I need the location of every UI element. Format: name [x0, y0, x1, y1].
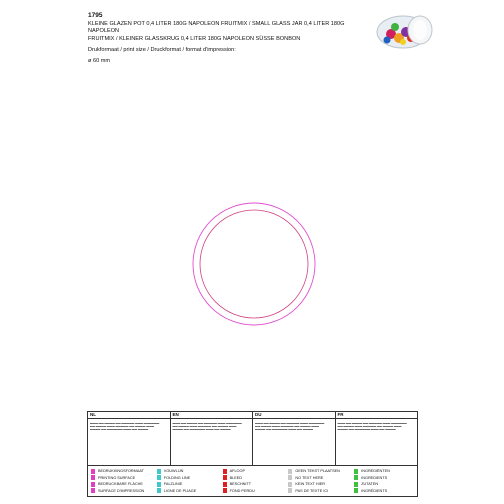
language-header-row: [88, 412, 417, 419]
instruction-text-fr: ▬▬▬ ▬▬ ▬▬▬▬ ▬▬ ▬▬▬▬▬ ▬▬▬ ▬▬▬▬▬▬ ▬▬ ▬▬▬▬ ▬▬▬ ▬▬▬▬▬ ▬▬ ▬▬▬▬ ▬▬▬ ▬▬▬▬ ▬▬ ▬▬▬▬▬▬ ▬▬▬ ▬▬ ▬▬▬▬: [337, 422, 407, 432]
legend-label: ZUTATEN: [361, 482, 379, 486]
ingredients-swatch: [354, 488, 358, 493]
print-area-circles: [190, 200, 318, 328]
product-title-line2: FRUITMIX / KLEINER GLASSKRUG 0,4 LITER 180G NAPOLEON SÜSSE BONBON: [88, 36, 301, 42]
legend-label: GEEN TEKST PLAATSEN: [295, 469, 340, 473]
print-surface-swatch: [91, 482, 95, 487]
legend-label: BESCHNITT: [229, 482, 252, 486]
bleed-swatch: [223, 469, 227, 474]
legend-label: NO TEXT HERE: [295, 475, 324, 480]
lang-fr: FR: [337, 412, 344, 417]
print-size-value: ø 60 mm: [88, 58, 111, 64]
glass-jar-photo: [373, 10, 435, 50]
bleed-circle: [200, 210, 308, 318]
print-surface-swatch: [91, 475, 95, 480]
product-code: 1795: [88, 12, 103, 19]
legend-ingredients: [351, 466, 417, 498]
folding-line-swatch: [157, 488, 161, 493]
no-text-swatch: [288, 488, 292, 493]
bleed-swatch: [223, 482, 227, 487]
folding-line-swatch: [157, 475, 161, 480]
legend-label: INGRÉDIENTS: [361, 488, 388, 493]
color-legend-row: [88, 466, 417, 498]
legend-label: FALZLINIE: [163, 482, 183, 486]
legend-label: AFLOOP: [229, 469, 245, 473]
ingredients-swatch: [354, 482, 358, 487]
no-text-swatch: [288, 482, 292, 487]
legend-print-surface: [88, 466, 154, 498]
legend-label: LIGNE DE PLIAGE: [163, 488, 197, 493]
product-title-line1: KLEINE GLAZEN POT 0,4 LITER 180G NAPOLEON FRUITMIX / SMALL GLASS JAR 0,4 LITER 180G NAPOLEON: [88, 21, 345, 34]
bleed-swatch: [223, 475, 227, 480]
ingredients-swatch: [354, 469, 358, 474]
legend-label: BLEED: [229, 475, 243, 480]
legend-label: INGREDIENTS: [361, 475, 388, 480]
legend-folding-line: [154, 466, 220, 498]
no-text-swatch: [288, 475, 292, 480]
legend-label: FOLDING LINE: [163, 475, 191, 480]
legend-label: BEDRUKKINGSFORMAAT: [98, 469, 144, 473]
document-header: [88, 12, 368, 65]
legend-no-text: [285, 466, 351, 498]
folding-line-swatch: [157, 469, 161, 474]
legend-label: BEDRUCKBARE FLÄCHE: [98, 482, 143, 486]
instruction-text-row: [88, 419, 417, 466]
legend-label: PAS DE TEXTE ICI: [295, 488, 329, 493]
instruction-text-nl: ▬▬▬ ▬▬ ▬▬▬▬ ▬▬ ▬▬▬▬▬ ▬▬▬ ▬▬▬▬▬▬ ▬▬ ▬▬▬▬ ▬▬▬ ▬▬▬▬▬ ▬▬ ▬▬▬▬ ▬▬▬ ▬▬▬▬ ▬▬ ▬▬▬▬▬▬ ▬▬▬ ▬▬ ▬▬▬▬: [88, 419, 171, 465]
lang-en: EN: [171, 412, 254, 418]
folding-line-swatch: [157, 482, 161, 487]
legend-table: [87, 411, 418, 497]
legend-label: PRINTING SURFACE: [98, 475, 136, 480]
instruction-text-du: ▬▬▬ ▬▬ ▬▬▬▬ ▬▬ ▬▬▬▬▬ ▬▬▬ ▬▬▬▬▬▬ ▬▬ ▬▬▬▬ ▬▬▬ ▬▬▬▬▬ ▬▬ ▬▬▬▬ ▬▬▬ ▬▬▬▬ ▬▬ ▬▬▬▬▬▬ ▬▬▬ ▬▬ ▬▬▬▬: [253, 419, 336, 465]
print-surface-circle: [193, 203, 315, 325]
instruction-text-en: ▬▬▬ ▬▬ ▬▬▬▬ ▬▬ ▬▬▬▬▬ ▬▬▬ ▬▬▬▬▬▬ ▬▬ ▬▬▬▬ ▬▬▬ ▬▬▬▬▬ ▬▬ ▬▬▬▬ ▬▬▬ ▬▬▬▬ ▬▬ ▬▬▬▬▬▬ ▬▬▬ ▬▬ ▬▬▬▬: [171, 419, 254, 465]
legend-label: VOUWLIJN: [163, 469, 184, 473]
no-text-swatch: [288, 469, 292, 474]
print-size-label: Drukformaat / print size / Druckformat / format d'impression:: [88, 47, 236, 53]
print-surface-swatch: [91, 469, 95, 474]
print-surface-swatch: [91, 488, 95, 493]
legend-label: FOND PERDU: [229, 488, 255, 493]
lang-du: DU: [253, 412, 336, 418]
bleed-swatch: [223, 488, 227, 493]
legend-label: SURFACE D'IMPRESSION: [98, 488, 145, 493]
legend-label: KEIN TEXT HIER: [295, 482, 325, 486]
lang-nl: NL: [88, 412, 171, 418]
ingredients-swatch: [354, 475, 358, 480]
legend-label: INGREDIËNTEN: [361, 469, 390, 473]
legend-bleed: [220, 466, 286, 498]
